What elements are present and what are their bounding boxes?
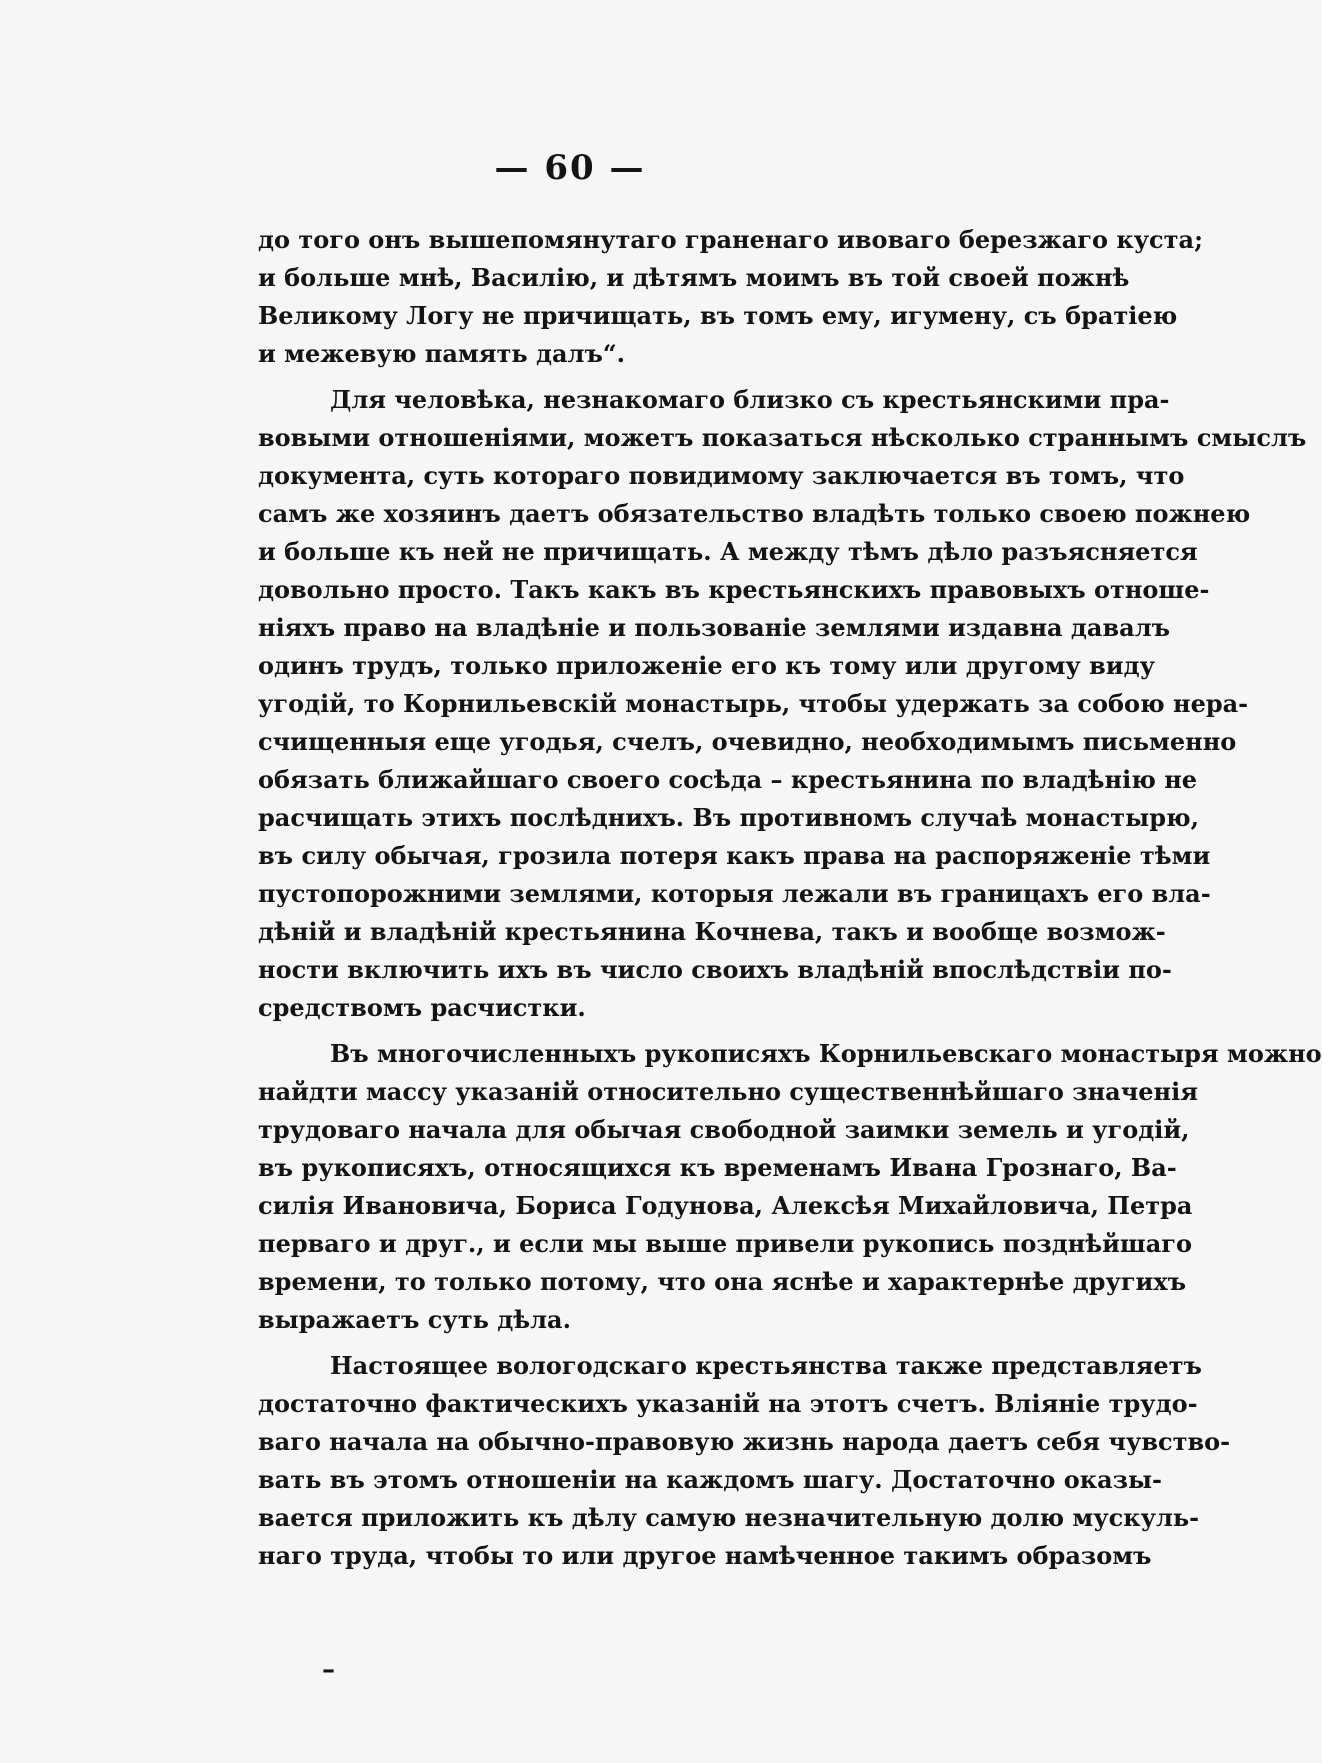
text-line: трудоваго начала для обычая свободной заимки земель и угодій, [258, 1115, 1190, 1144]
text-line: силія Ивановича, Бориса Годунова, Алексѣя Михайловича, Петра [258, 1191, 1193, 1220]
paragraph [258, 221, 1203, 373]
text-line: и больше мнѣ, Василію, и дѣтямъ моимъ въ той своей пожнѣ [258, 263, 1130, 292]
text-line: достаточно фактическихъ указаній на этотъ счетъ. Вліяніе трудо- [258, 1389, 1198, 1418]
text-line: пустопорожними землями, которыя лежали въ границахъ его вла- [258, 879, 1211, 908]
footer-mark: – [322, 1655, 335, 1685]
text-line: Въ многочисленныхъ рукописяхъ Корнильевскаго монастыря можно [330, 1039, 1322, 1068]
text-line: Настоящее вологодскаго крестьянства также представляетъ [330, 1351, 1202, 1380]
text-line: перваго и друг., и если мы выше привели рукопись позднѣйшаго [258, 1229, 1192, 1258]
text-body [258, 221, 1322, 1575]
text-line: найдти массу указаній относительно существеннѣйшаго значенія [258, 1077, 1198, 1106]
paragraph [258, 1347, 1231, 1575]
text-line: довольно просто. Такъ какъ въ крестьянскихъ правовыхъ отноше- [258, 575, 1210, 604]
text-line: и больше къ ней не причищать. А между тѣмъ дѣло разъясняется [258, 537, 1198, 566]
text-line: угодій, то Корнильевскій монастырь, чтобы удержать за собою нера- [258, 689, 1249, 718]
text-line: вается приложить къ дѣлу самую незначительную долю мускуль- [258, 1503, 1200, 1532]
page-number: — 60 — [494, 148, 646, 188]
paragraph [258, 381, 1307, 1027]
paragraph [258, 1035, 1322, 1339]
text-line: одинъ трудъ, только приложеніе его къ тому или другому виду [258, 651, 1155, 680]
text-line: ности включить ихъ въ число своихъ владѣній впослѣдствіи по- [258, 955, 1172, 984]
text-line: дѣній и владѣній крестьянина Кочнева, такъ и вообще возмож- [258, 917, 1166, 946]
text-line: въ силу обычая, грозила потеря какъ права на распоряженіе тѣми [258, 841, 1211, 870]
text-line: вать въ этомъ отношеніи на каждомъ шагу. Достаточно оказы- [258, 1465, 1162, 1494]
text-line: въ рукописяхъ, относящихся къ временамъ Ивана Грознаго, Ва- [258, 1153, 1177, 1182]
text-line: вовыми отношеніями, можетъ показаться нѣсколько страннымъ смыслъ [258, 423, 1307, 452]
text-line: средствомъ расчистки. [258, 993, 586, 1022]
text-line: времени, то только потому, что она яснѣе и характернѣе другихъ [258, 1267, 1187, 1296]
text-line: наго труда, чтобы то или другое намѣченное такимъ образомъ [258, 1541, 1152, 1570]
text-line: документа, суть котораго повидимому заключается въ томъ, что [258, 461, 1185, 490]
text-line: выражаетъ суть дѣла. [258, 1305, 571, 1334]
text-line: обязать ближайшаго своего сосѣда – крестьянина по владѣнію не [258, 765, 1198, 794]
text-line: Великому Логу не причищать, въ томъ ему, игумену, съ братіею [258, 301, 1178, 330]
text-line: и межевую память далъ“. [258, 339, 626, 368]
text-line: ніяхъ право на владѣніе и пользованіе землями издавна давалъ [258, 613, 1171, 642]
text-line: счищенныя еще угодья, счелъ, очевидно, необходимымъ письменно [258, 727, 1237, 756]
text-line: Для человѣка, незнакомаго близко съ крестьянскими пра- [330, 385, 1170, 414]
text-line: до того онъ вышепомянутаго граненаго ивоваго березжаго куста; [258, 225, 1203, 254]
text-line: ваго начала на обычно-правовую жизнь народа даетъ себя чувство- [258, 1427, 1231, 1456]
text-line: расчищать этихъ послѣднихъ. Въ противномъ случаѣ монастырю, [258, 803, 1199, 832]
text-line: самъ же хозяинъ даетъ обязательство владѣть только своею пожнею [258, 499, 1251, 528]
